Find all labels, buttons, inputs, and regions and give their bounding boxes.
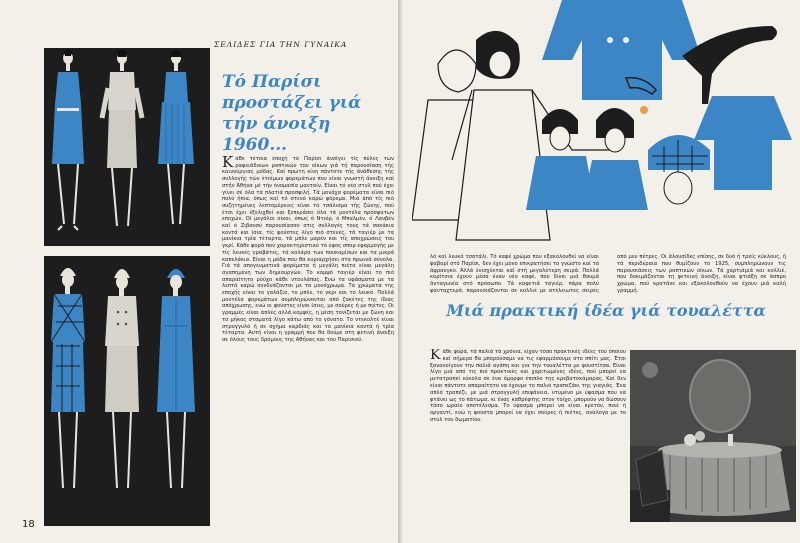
section-kicker: ΣΕΛΙΔΕΣ ΓΙΑ ΤΗΝ ΓΥΝΑΙΚΑ [214, 40, 348, 49]
dressing-table-photo [630, 350, 796, 522]
fashion-illustration-bottom [44, 256, 210, 526]
second-article-body [430, 349, 626, 529]
fashion-illustration-top [44, 48, 210, 246]
page-number: 18 [22, 519, 35, 530]
drop-cap: Κ [222, 156, 234, 171]
article-body-text: άθε τέτοια έποχή τό Παρίσι άνοίγει τίς πύλες τών ραφειάδικων ραπτικών του οίκων γιά τή παρουσίαση τής καινούργιας μόδας. Καί πρώτη κίνη πάντοτε τής άνάθεσης τής συλλογής τών έτοίμων φορεμάτων που είναι γνωστή άνοιξη καί στήν Άθήνα μέ τήν όνομασία μανταίν. Είναι τό νέο στυλ πού έχει γίνει σέ όλα τά πλατιά προσφιλή. Τά μονάχα φορέματα είναι πιό πολύ ήπια, όπως καί τό στενό καρώ φόρεμα. Μιά άπό τίς πιό συζητημένες λεπτομέρειες είναι τό τσάλισμα τής ζώνης, πού έτσι έχει έξελιχθεί και ξεπεράσει όλα τά μοντέλα πρόσφατων εποχών. Οί μεγάλοι οίκοι, όπως ό Ντιόρ, ό Μπαλμέν, ό Λανβέν καί ό Ζιβανσύ παρουσίασαν στις συλλογές τους τά σακάκια κοντά και ίσια, τίς φούστες λίγο πιό στενές, τά ταγιέρ με τα μανίκια τρία τέταρτα, τά μπλε μαρέν και τίς αποχρώσεις του γκρί. Κάθε φορά πού χαρακτηριστικό τό ύφος σπορ εφαρμογής με τίς λευκές γραβάτες, τά κολάρα των πουκαμίσων και τα μικρά καπελάκια. Είναι η μόδα που θα κυριαρχήσει στα πρωινά σύνολα. Γιά τά απογευματινά φορέματα ή μεγάλη πιέτα είναι μεγάλη αγαπημένη των δημιουργών. Το κομψό ταγιέρ είναι το πιό απαραίτητο ρούχο κάθε ντουλάπας. Ενώ τα υφάσματα με τα λεπτά καρώ συνδυάζονται με τα μονόχρωμα. Τα χρώματα της εποχής είναι το γαλάζιο, το μπλε, το γκρι και το λευκό. Πολλά μοντέλα φορεμάτων συμπληρώνονται από ζακέτες της ίδιας απόχρωσης, ενώ οι φούστες είναι ίσιες, με σούρες ή με πιέτες. Οι γραμμές είναι απλές αλλά κομψές, η μέση τονίζεται με ζώνη και το μήκος σταματά λίγο κάτω από το γόνατο. Το ντεκολτέ είναι στρογγυλό ή σε σχήμα καρδιάς και τα μανίκια κοντά ή τρία τέταρτα. Αυτή είναι η γραμμή που θα δούμε στη φετινή άνοιξη σε όλους τους δρόμους της Αθήνας και του Παρισιού. [222, 156, 394, 343]
article-headline: Τό Παρίσι προστάζει γιά τήν άνοιξη 1960... [222, 72, 362, 155]
second-headline: Μιά πρακτική ίδέα γιά τουαλέττα [446, 301, 766, 320]
continuation-text: λό καί λευκό τσατάλι. Τό καφέ χρώμα που εξακολουθεί να είναι φαβορί στό Παρίσι, δεν έχει μόνο επικρατήσει το γνώστο καί τό άφρανγκο. Άλλά ένισχύεται καί στή μεγαλύτερη σειρά. Πολλά κορίτσια έχουν μέσα έναν νέο καφέ, που δίνει μιά θαυμά άνταγωνία στό πρόσωπο. Τά καφετιά ταγιέρ, πάρα πολύ φανταχτερά, παρουσιάζονται σε κολλιέ με ατέλειωτες σειρές από μεν πέτρες. Οι άλουσίδες επίσης, σε δυό ή τρείς κύκλους, ή τά περιδέραια που θυμίζουν το 1925, συμπληρώνουν τις παρουσιάσεις των ραπτικών οίκων. Τά χαρτιάμιά και κολλιέ, που δοκιμάζονται τη φετεινή άνοιξη, είναι φτιάξη σε άσπρο χρώμα, πού κρατάνε και εξακολουθούν να έχουν μιά καλή γραμμή. [430, 254, 786, 294]
article-body [222, 156, 394, 528]
drop-cap-2: Κ [430, 349, 441, 363]
hairstyle-illustration [412, 0, 798, 248]
second-article-body-text: άθε φορά, τά παλιά τά χρόνια, είχαν τόσο πρακτικές ιδέες τού όποιου καί σήμερα θα μπορούσαμε να τις εφαρμόσουμε στο σπίτι μας. Έτσι ξανανοίγουν την παλιά αγάπη και για την τουαλέττα με φουστίτσα. Είναι λίγο μιά από τις πιό πρακτικές και χαριτωμένες ιδέες, πού μπορεί να μετατραπεί εύκολα σε ένα όμορφο έπιπλο της κρεβατοκάμαρας. Καί δεν είναι πάντοτε απαραίτητο να έχουμε το παλιό τραπεζάκι της γιαγιάς. Ένα απλό τραπέζι, με μιά στρογγυλή επιφάνεια, ντυμένο με ύφασμα που να φτάνει ως το πάτωμα, κι ένας καθρέφτης στον τοίχο, μπορούν να δώσουν τόσο ωραίο αποτέλεσμα. Το ύφασμα μπορεί να είναι κρετόν, πικέ ή οργαντί, ενώ η φούστα μπορεί να έχει σούρες ή πιέτες, ανάλογα με το στυλ του δωματίου. [430, 349, 626, 423]
right-page [402, 0, 800, 543]
